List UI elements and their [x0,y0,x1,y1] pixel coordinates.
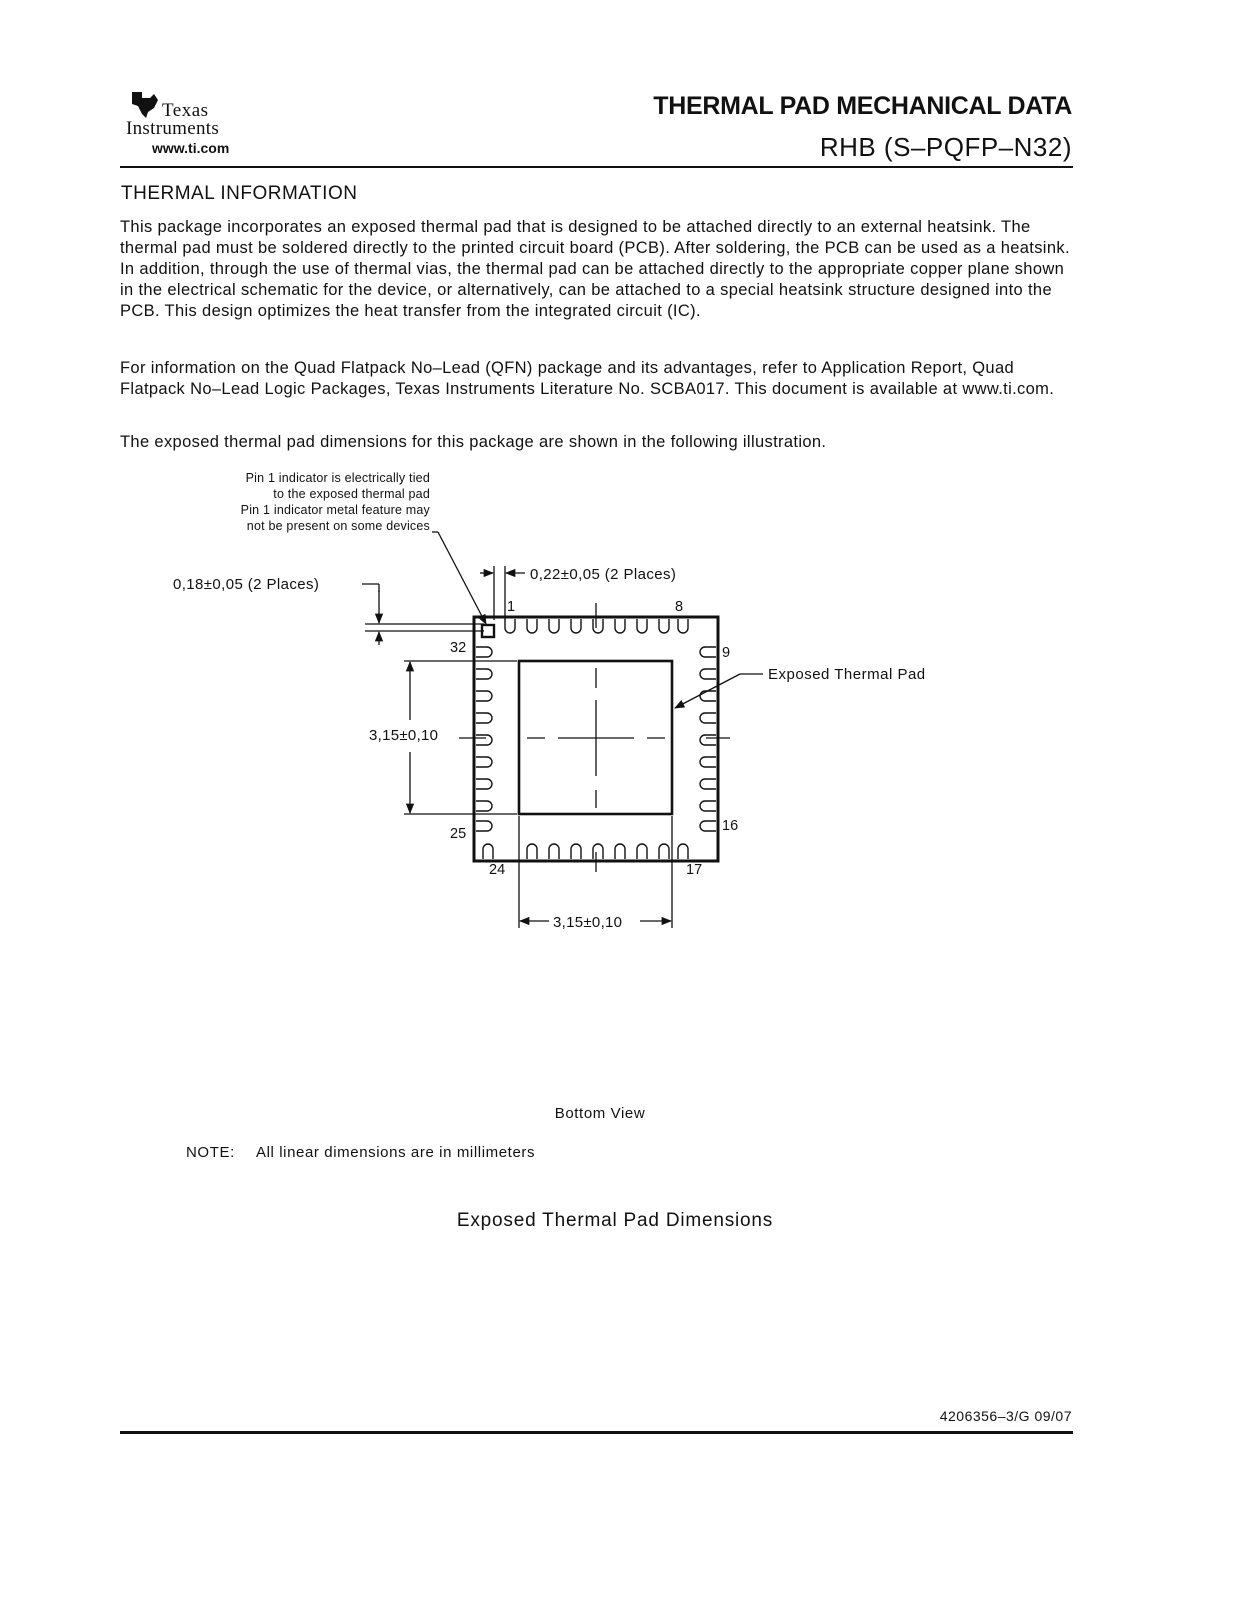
pin1-note-line-1: Pin 1 indicator is electrically tied [245,471,430,485]
pin-label-1: 1 [507,599,516,615]
pin1-leader-line [438,532,486,624]
footer-divider [120,1431,1073,1434]
package-code: RHB (S–PQFP–N32) [819,132,1072,162]
pin-label-17: 17 [686,862,703,878]
paragraph-3: The exposed thermal pad dimensions for this package are shown in the following illustration. [120,433,827,451]
pins-bottom [483,844,688,859]
pin-label-9: 9 [722,645,731,661]
view-label: Bottom View [554,1105,646,1122]
dim-vertical: 3,15±0,10 [369,727,439,744]
logo-text-texas: Texas [162,100,209,121]
dim-pin-gap: 0,18±0,05 (2 Places) [173,576,320,593]
page-title: THERMAL PAD MECHANICAL DATA [653,92,1072,120]
pin-label-32: 32 [450,640,467,656]
logo-url: www.ti.com [152,140,230,156]
pin-label-16: 16 [722,818,739,834]
pad-label: Exposed Thermal Pad [768,666,926,683]
pins-right [700,647,716,831]
dim-pin-width: 0,22±0,05 (2 Places) [530,566,677,583]
logo-text-instruments: Instruments [126,118,220,139]
paragraph-1: This package incorporates an exposed thermal pad that is designed to be attached directly to an external heatsink. The thermal pad must be soldered directly to the printed circuit board (PCB). After soldering, the PCB can be used as a heatsink. In addition, through the use of thermal vias, the thermal pad can be attached directly to the appropriate copper plane shown in the electrical schematic for the device, or alternatively, can be attached to a special heatsink structure designed into the PCB. This design optimizes the heat transfer from the integrated circuit (IC). [120,218,1070,320]
dim-horizontal: 3,15±0,10 [553,914,623,931]
note-text: All linear dimensions are in millimeters [256,1144,536,1161]
figure-caption: Exposed Thermal Pad Dimensions [456,1210,774,1231]
paragraph-2: For information on the Quad Flatpack No–Lead (QFN) package and its advantages, refer to Application Report, Quad Flatpack No–Lead Logic Packages, Texas Instruments Literature No. SCBA017. This document is available at www.ti.com. [120,359,1055,398]
pin-label-25: 25 [450,826,467,842]
note-label: NOTE: [186,1144,235,1161]
pin1-note-line-4: not be present on some devices [246,519,430,533]
pin-label-8: 8 [675,599,684,615]
pin-label-24: 24 [489,862,506,878]
pin1-note-line-3: Pin 1 indicator metal feature may [240,503,430,517]
section-title: THERMAL INFORMATION [121,183,358,204]
document-number: 4206356–3/G 09/07 [939,1408,1072,1424]
pin1-note-line-2: to the exposed thermal pad [273,487,430,501]
pins-left [476,647,492,831]
